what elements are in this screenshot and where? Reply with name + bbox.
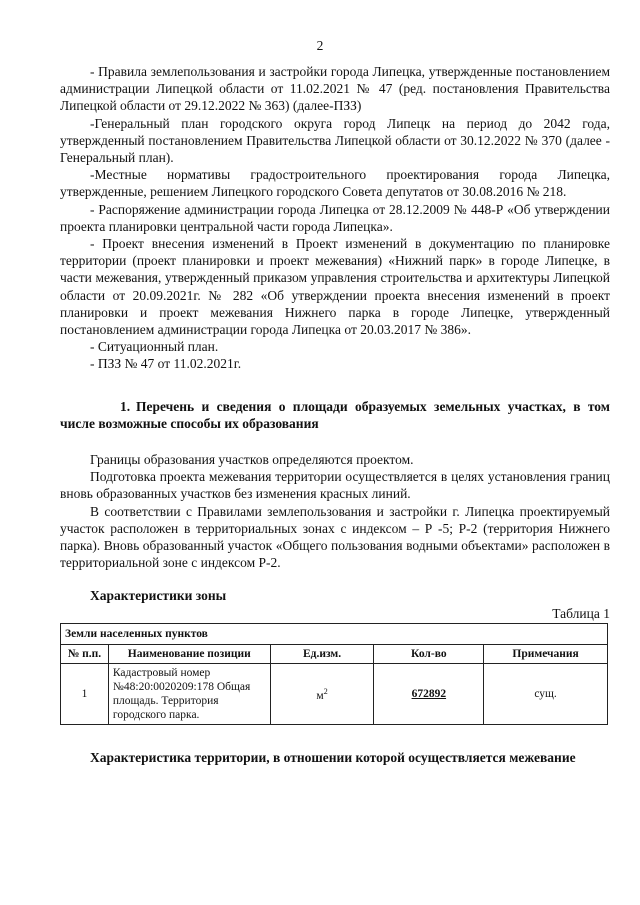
column-header: Наименование позиции	[108, 644, 270, 663]
document-body	[60, 63, 610, 766]
row-number: 1	[61, 663, 109, 724]
unit: м	[316, 689, 324, 702]
table-group-label: Земли населенных пунктов	[61, 623, 608, 644]
section-number: 1.	[120, 398, 131, 414]
unit-superscript: 2	[323, 686, 328, 696]
column-header: № п.п.	[61, 644, 109, 663]
section-paragraph: Подготовка проекта межевания территории осуществляется в целях установления границ вновь образованных участков без изменения красных линий.	[60, 469, 610, 502]
column-header: Примечания	[484, 644, 608, 663]
reference-item: - Распоряжение администрации города Липецка от 28.12.2009 № 448-Р «Об утверждении проекта планировки центральной части города Липецка».	[60, 201, 610, 234]
reference-item: - ПЗЗ № 47 от 11.02.2021г.	[90, 356, 242, 372]
table-header-row	[61, 644, 608, 663]
table-caption: Таблица 1	[552, 605, 610, 621]
note: сущ.	[484, 663, 608, 724]
zone-table	[60, 623, 608, 725]
section-paragraph: В соответствии с Правилами землепользования и застройки г. Липецка проектируемый участок расположен в территориальных зонах с индексом – Р -5; Р-2 (территория Нижнего парка). Вновь образованный участок «Общего пользования водными объектами» расположен в территориальной зоне с индексом Р-2.	[60, 503, 610, 571]
page-number: 2	[316, 38, 324, 53]
unit-cell	[270, 663, 374, 724]
position-name: Кадастровый номер №48:20:0020209:178 Общая площадь. Территория городского парка.	[108, 663, 270, 724]
section-heading	[60, 398, 610, 432]
section-paragraph: Границы образования участков определяются проектом.	[90, 452, 414, 468]
reference-item: - Проект внесения изменений в Проект изменений в документацию по планировке территории (проект планировки и проект межевания) «Нижний парк» в городе Липецке, в части межевания, утвержденный приказом управления строительства и архитектуры Липецкой области от 20.09.2021г. № 282 «Об утверждении проекта внесения изменений в проект планировки и проект межевания Нижнего парка в городе Липецке, утвержденный постановлением администрации города Липецка от 20.03.2017 № 386».	[60, 236, 610, 338]
column-header: Ед.изм.	[270, 644, 374, 663]
quantity: 672892	[411, 687, 447, 700]
reference-item: - Правила землепользования и застройки города Липецка, утвержденные постановлением администрации Липецкой области от 11.02.2021 № 47 (ред. постановления Правительства Липецкой области от 29.12.2022 № 363) (далее-ПЗЗ)	[60, 64, 610, 114]
reference-item: - Ситуационный план.	[90, 339, 219, 355]
section-title: Перечень и сведения о площади образуемых земельных участках, в том числе возможные способы их образования	[60, 398, 610, 431]
section-heading-2: Характеристика территории, в отношении которой осуществляется межевание	[90, 749, 576, 765]
reference-item: -Местные нормативы градостроительного проектирования города Липецка, утвержденные, решением Липецкого городского Совета депутатов от 30.08.2016 № 218.	[60, 167, 610, 200]
zone-title: Характеристики зоны	[90, 588, 227, 604]
table-row	[61, 663, 608, 724]
column-header: Кол-во	[374, 644, 484, 663]
reference-item: -Генеральный план городского округа город Липецк на период до 2042 года, утвержденный постановлением Правительства Липецкой области от 30.12.2022 № 370 (далее - Генеральный план).	[60, 115, 610, 166]
quantity-cell	[374, 663, 484, 724]
